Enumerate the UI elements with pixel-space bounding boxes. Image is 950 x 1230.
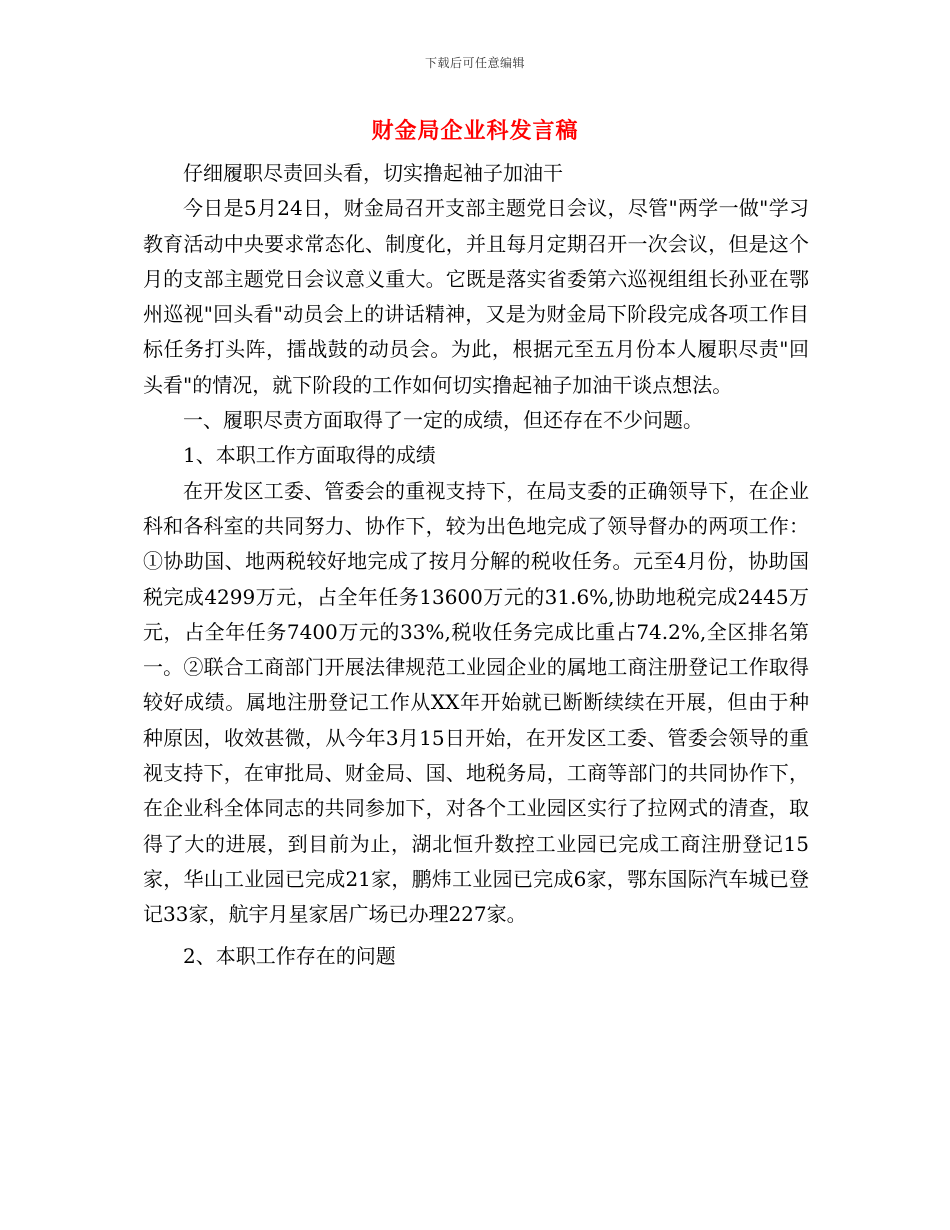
- subsection-heading-1: 1、本职工作方面取得的成绩: [183, 443, 436, 468]
- section-heading-1: 一、履职尽责方面取得了一定的成绩，但还存在不少问题。: [183, 408, 703, 433]
- achievements-paragraph: 在开发区工委、管委会的重视支持下，在局支委的正确领导下，在企业科和各科室的共同努力、协作下，较为出色地完成了领导督办的两项工作：①协助国、地两税较好地完成了按月分解的税收任务。元至4月份，协助国税完成4299万元，占全年任务13600万元的31.6%,协助地税完成2445万元，占全年任务7400万元的33%,税收任务完成比重占74.2%,全区排名第一。②联合工商部门开展法律规范工业园企业的属地工商注册登记工作取得较好成绩。属地注册登记工作从XX年开始就已断断续续在开展，但由于种种原因，收效甚微，从今年3月15日开始，在开发区工委、管委会领导的重视支持下，在审批局、财金局、国、地税务局，工商等部门的共同协作下，在企业科全体同志的共同参加下，对各个工业园区实行了拉网式的清查，取得了大的进展，到目前为止，湖北恒升数控工业园已完成工商注册登记15家，华山工业园已完成21家，鹏炜工业园已完成6家，鄂东国际汽车城已登记33家，航宇月星家居广场已办理227家。: [143, 478, 809, 927]
- document-body: [143, 156, 809, 974]
- intro-paragraph: 今日是5月24日，财金局召开支部主题党日会议，尽管"两学一做"学习教育活动中央要求常态化、制度化，并且每月定期召开一次会议，但是这个月的支部主题党日会议意义重大。它既是落实省委第六巡视组组长孙亚在鄂州巡视"回头看"动员会上的讲话精神，又是为财金局下阶段完成各项工作目标任务打头阵，擂战鼓的动员会。为此，根据元至五月份本人履职尽责"回头看"的情况，就下阶段的工作如何切实撸起袖子加油干谈点想法。: [143, 196, 809, 397]
- subtitle-paragraph: 仔细履职尽责回头看，切实撸起袖子加油干: [183, 161, 563, 185]
- subsection-heading-2: 2、本职工作存在的问题: [183, 943, 396, 968]
- page-header-note: 下载后可任意编辑: [424, 56, 525, 70]
- document-title: 财金局企业科发言稿: [371, 118, 579, 144]
